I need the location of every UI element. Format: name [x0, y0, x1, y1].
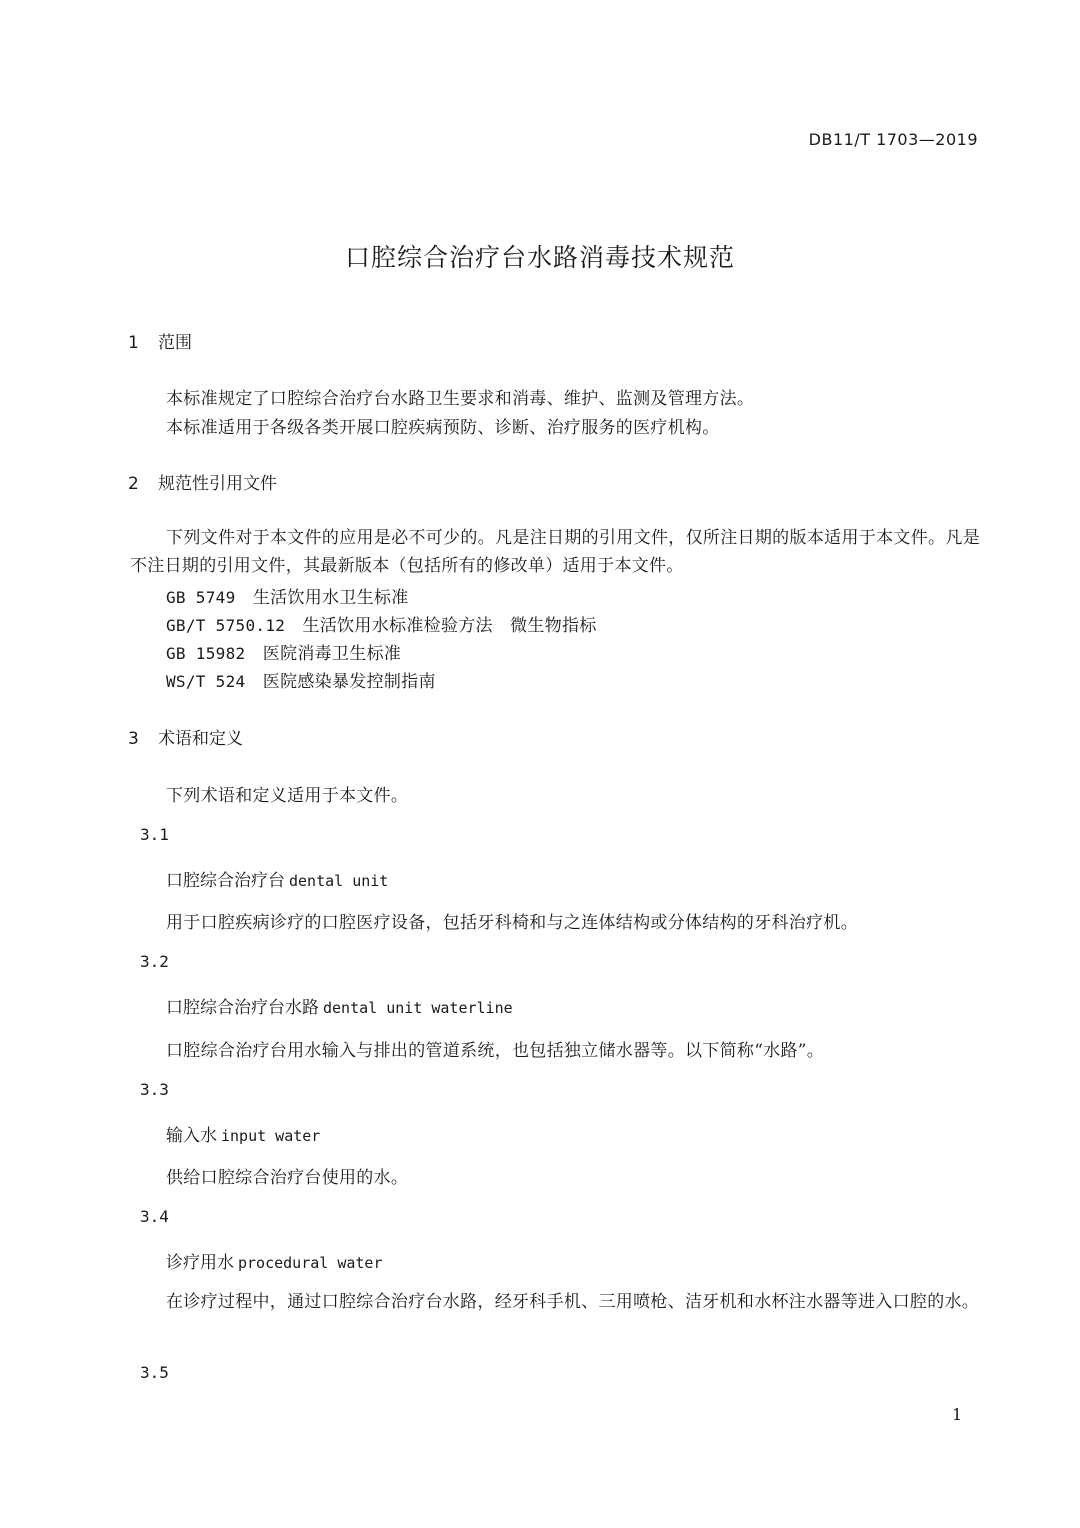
term-definition: 口腔综合治疗台用水输入与排出的管道系统，也包括独立储水器等。以下简称“水路”。 — [166, 1041, 825, 1061]
reference-name: 医院感染暴发控制指南 — [262, 672, 436, 692]
term-heading — [166, 993, 513, 1018]
term-english: dental unit waterline — [323, 999, 513, 1017]
section-number: 2 — [128, 474, 139, 494]
document-title: 口腔综合治疗台水路消毒技术规范 — [344, 243, 735, 272]
reference-code: GB/T 5750.12 — [166, 616, 286, 635]
terms-intro-paragraph: 下列术语和定义适用于本文件。 — [166, 786, 409, 806]
reference-code: WS/T 524 — [166, 672, 246, 691]
term-definition: 在诊疗过程中，通过口腔综合治疗台水路，经牙科手机、三用喷枪、洁牙机和水杯注水器等进入口腔的水。 — [166, 1292, 980, 1312]
term-heading — [166, 866, 388, 891]
scope-paragraph: 本标准规定了口腔综合治疗台水路卫生要求和消毒、维护、监测及管理方法。 — [166, 389, 755, 409]
section-heading-normative-references — [128, 469, 277, 494]
term-heading — [166, 1248, 383, 1273]
reference-code: GB 15982 — [166, 644, 246, 663]
section-title: 范围 — [158, 333, 192, 353]
page-number: 1 — [952, 1405, 963, 1424]
reference-item — [166, 611, 597, 636]
reference-name: 医院消毒卫生标准 — [262, 644, 402, 664]
section-heading-terms-definitions — [128, 724, 243, 749]
section-title: 规范性引用文件 — [158, 474, 277, 494]
reference-item — [166, 583, 409, 608]
reference-item — [166, 639, 401, 664]
term-english: dental unit — [289, 872, 389, 890]
reference-item — [166, 667, 436, 692]
term-chinese: 输入水 — [166, 1126, 217, 1146]
reference-name: 生活饮用水卫生标准 — [252, 588, 409, 608]
term-number: 3.3 — [140, 1080, 169, 1099]
term-definition: 用于口腔疾病诊疗的口腔医疗设备，包括牙科椅和与之连体结构或分体结构的牙科治疗机。 — [166, 913, 858, 933]
term-number: 3.5 — [140, 1363, 169, 1382]
term-heading — [166, 1121, 320, 1146]
references-intro-paragraph: 下列文件对于本文件的应用是必不可少的。凡是注日期的引用文件，仅所注日期的版本适用于本文件。凡是不注日期的引用文件，其最新版本（包括所有的修改单）适用于本文件。 — [130, 528, 980, 576]
section-title: 术语和定义 — [158, 729, 243, 749]
section-heading-scope — [128, 328, 192, 353]
term-chinese: 口腔综合治疗台 — [166, 871, 285, 891]
term-definition: 供给口腔综合治疗台使用的水。 — [166, 1168, 409, 1188]
term-chinese: 口腔综合治疗台水路 — [166, 998, 319, 1018]
document-code: DB11/T 1703—2019 — [808, 130, 978, 149]
reference-name: 生活饮用水标准检验方法 微生物指标 — [302, 616, 597, 636]
term-english: procedural water — [238, 1254, 383, 1272]
section-number: 1 — [128, 333, 139, 353]
term-number: 3.1 — [140, 825, 169, 844]
term-english: input water — [221, 1127, 321, 1145]
section-number: 3 — [128, 729, 139, 749]
term-number: 3.2 — [140, 952, 169, 971]
term-chinese: 诊疗用水 — [166, 1253, 234, 1273]
scope-paragraph: 本标准适用于各级各类开展口腔疾病预防、诊断、治疗服务的医疗机构。 — [166, 418, 720, 438]
term-number: 3.4 — [140, 1207, 169, 1226]
reference-code: GB 5749 — [166, 588, 236, 607]
